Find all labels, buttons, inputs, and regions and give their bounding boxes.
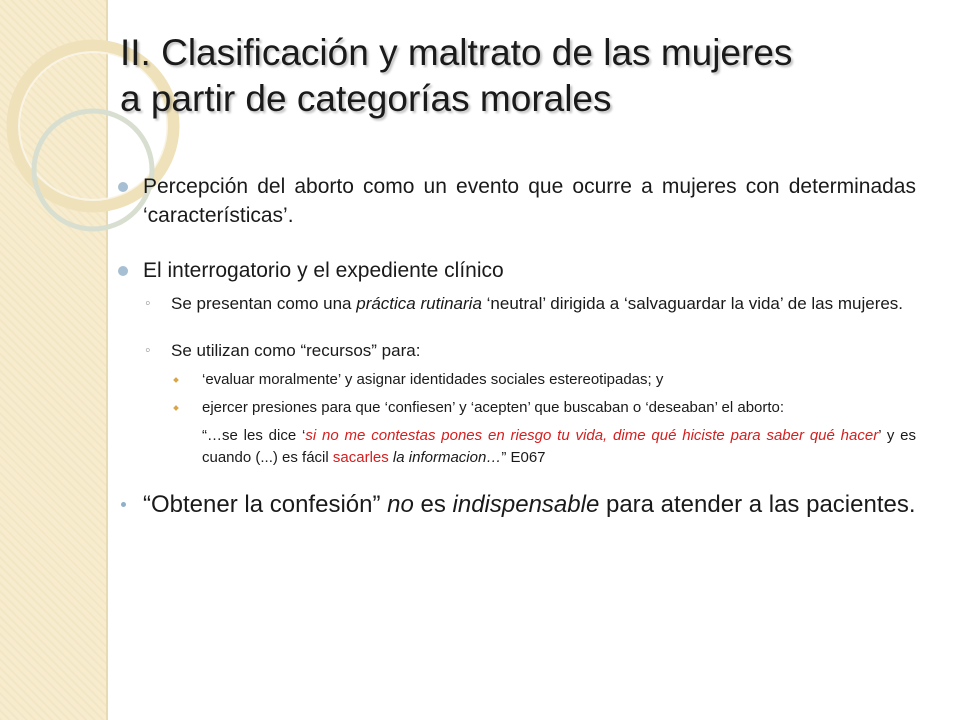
sub-sub-bullet-pressure — [170, 397, 916, 419]
sub-bullet-resources — [145, 338, 916, 363]
subsub2-text: ejercer presiones para que ‘confiesen’ y ‘acepten’ que buscaban o ‘deseaban’ el aborto: — [202, 399, 785, 416]
quote-red-italic: si no me contestas pones en riesgo tu vida, dime qué hiciste para saber qué hacer — [305, 427, 879, 444]
bullet3-italic-indispensable: indispensable — [452, 491, 600, 518]
title-line-1: II. Clasificación y maltrato de las mujeres — [120, 32, 793, 73]
sub2-text: Se utilizan como “recursos” para: — [171, 341, 421, 360]
quote-mid: ’ y es cuando (...) es fácil — [202, 427, 917, 466]
bullet3-mid: es — [413, 491, 453, 518]
sub-sub-bullet-evaluate — [170, 369, 916, 391]
bullet-perception — [118, 172, 916, 230]
sub-bullet-routine-practice — [145, 291, 916, 316]
bullet-confession — [118, 489, 916, 520]
bullet3-post: para atender a las pacientes. — [599, 491, 916, 518]
quote-red: sacarles — [332, 449, 389, 466]
bullet3-pre: “Obtener la confesión” — [143, 491, 388, 518]
quote-italic: la informacion… — [388, 449, 502, 466]
testimony-quote — [202, 425, 916, 469]
sub1-text-post: ‘neutral’ dirigida a ‘salvaguardar la vida’ de las mujeres. — [481, 294, 904, 313]
bullet3-italic-no: no — [387, 491, 414, 518]
quote-open: “…se les dice ‘ — [202, 427, 306, 444]
slide-title — [120, 30, 920, 122]
slide-body — [118, 172, 916, 520]
bullet-interrogation-text: El interrogatorio y el expediente clínico — [143, 259, 504, 282]
quote-close: ” E067 — [501, 449, 546, 466]
sub1-italic: práctica rutinaria — [356, 294, 482, 313]
title-line-2: a partir de categorías morales — [120, 78, 612, 119]
subsub1-text: ‘evaluar moralmente’ y asignar identidades sociales estereotipadas; y — [202, 371, 664, 388]
bullet-perception-text: Percepción del aborto como un evento que ocurre a mujeres con determinadas ‘características’. — [143, 175, 916, 227]
bullet-interrogation — [118, 256, 916, 285]
sub1-text-pre: Se presentan como una — [171, 294, 357, 313]
